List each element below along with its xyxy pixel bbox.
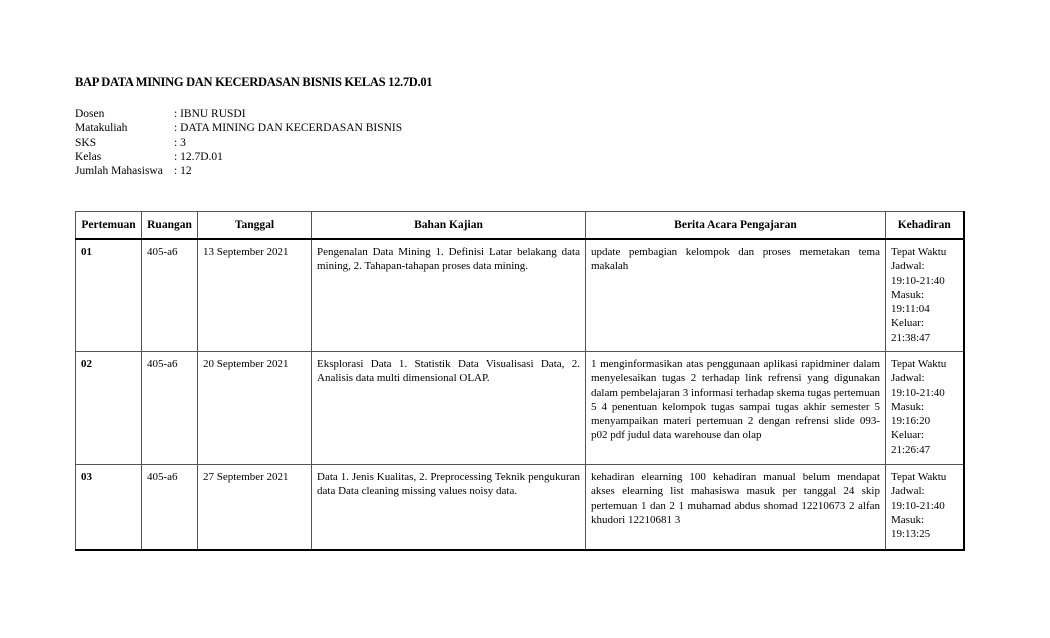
kehadiran-status: Tepat Waktu [891,358,947,370]
header-kehadiran: Kehadiran [886,212,964,240]
cell-pertemuan: 01 [76,239,142,352]
info-label: SKS [75,136,97,149]
table-header-row [76,212,964,240]
cell-berita-acara: 1 menginformasikan atas penggunaan aplikasi rapidminer dalam menyelesaikan tugas 2 terhadap link refrensi yang digunakan dalam pembelajaran 3 informasi terhadap skema tugas pertemuan 5 4 penentuan kelompok tugas sampai tugas akhir semester 5 menyampaikan materi pertemuan 2 dengan refrensi slide 093-p02 pdf judul data warehouse dan olap [586,352,886,465]
table-row [76,239,964,352]
header-tanggal: Tanggal [198,212,312,240]
info-sks [75,136,402,150]
info-value: : 3 [174,136,186,149]
table-row [76,465,964,551]
kehadiran-masuk-label: Masuk: [891,288,924,301]
cell-bahan-kajian: Eksplorasi Data 1. Statistik Data Visualisasi Data, 2. Analisis data multi dimensional OLAP. [312,352,586,465]
cell-tanggal: 13 September 2021 [198,239,312,352]
info-value: : 12.7D.01 [174,150,223,163]
cell-pertemuan: 02 [76,352,142,465]
kehadiran-jadwal-value: 19:10-21:40 [891,274,945,287]
cell-kehadiran [886,465,964,551]
kehadiran-keluar-label: Keluar: [891,429,924,442]
cell-bahan-kajian: Pengenalan Data Mining 1. Definisi Latar belakang data mining, 2. Tahapan-tahapan proses data mining. [312,239,586,352]
info-value: : 12 [174,165,192,178]
kehadiran-keluar-label: Keluar: [891,317,924,330]
info-kelas [75,150,402,164]
info-value: : DATA MINING DAN KECERDASAN BISNIS [174,122,403,135]
cell-pertemuan: 03 [76,465,142,551]
kehadiran-status: Tepat Waktu [891,471,947,483]
header-bahan-kajian: Bahan Kajian [312,212,586,240]
header-pertemuan: Pertemuan [76,212,142,240]
kehadiran-jadwal-label: Jadwal: [891,372,925,385]
kehadiran-jadwal-label: Jadwal: [891,260,925,273]
info-label: Jumlah Mahasiswa [75,165,163,178]
kehadiran-masuk-label: Masuk: [891,513,924,526]
cell-tanggal: 27 September 2021 [198,465,312,551]
kehadiran-masuk-value: 19:13:25 [891,528,931,541]
table-row [76,352,964,465]
document-title: BAP DATA MINING DAN KECERDASAN BISNIS KELAS 12.7D.01 [75,75,433,89]
kehadiran-jadwal-label: Jadwal: [891,485,925,498]
header-berita-acara: Berita Acara Pengajaran [586,212,886,240]
kehadiran-jadwal-value: 19:10-21:40 [891,499,945,512]
info-jumlah-mahasiswa [75,164,402,178]
cell-ruangan: 405-a6 [142,352,198,465]
cell-berita-acara: kehadiran elearning 100 kehadiran manual belum mendapat akses elearning list mahasiswa masuk per tanggal 24 skip pertemuan 1 dan 2 1 muhamad abdus shomad 12210673 2 alfan khudori 12210681 3 [586,465,886,551]
info-label: Matakuliah [75,122,128,135]
kehadiran-jadwal-value: 19:10-21:40 [891,386,945,399]
cell-ruangan: 405-a6 [142,239,198,352]
info-value: : IBNU RUSDI [174,108,246,120]
kehadiran-status: Tepat Waktu [891,246,947,258]
kehadiran-keluar-value: 21:38:47 [891,331,931,344]
header-ruangan: Ruangan [142,212,198,240]
info-dosen [75,107,402,121]
cell-ruangan: 405-a6 [142,465,198,551]
bap-table [75,211,965,551]
kehadiran-masuk-value: 19:16:20 [891,415,931,428]
cell-kehadiran [886,239,964,352]
kehadiran-masuk-label: Masuk: [891,400,924,413]
info-matakuliah [75,121,402,135]
cell-kehadiran [886,352,964,465]
cell-tanggal: 20 September 2021 [198,352,312,465]
cell-bahan-kajian: Data 1. Jenis Kualitas, 2. Preprocessing Teknik pengukuran data Data cleaning missing values noisy data. [312,465,586,551]
cell-berita-acara: update pembagian kelompok dan proses memetakan tema makalah [586,239,886,352]
kehadiran-masuk-value: 19:11:04 [891,303,930,316]
info-label: Kelas [75,150,102,163]
info-label: Dosen [75,108,105,120]
kehadiran-keluar-value: 21:26:47 [891,443,931,456]
course-info [75,107,402,178]
